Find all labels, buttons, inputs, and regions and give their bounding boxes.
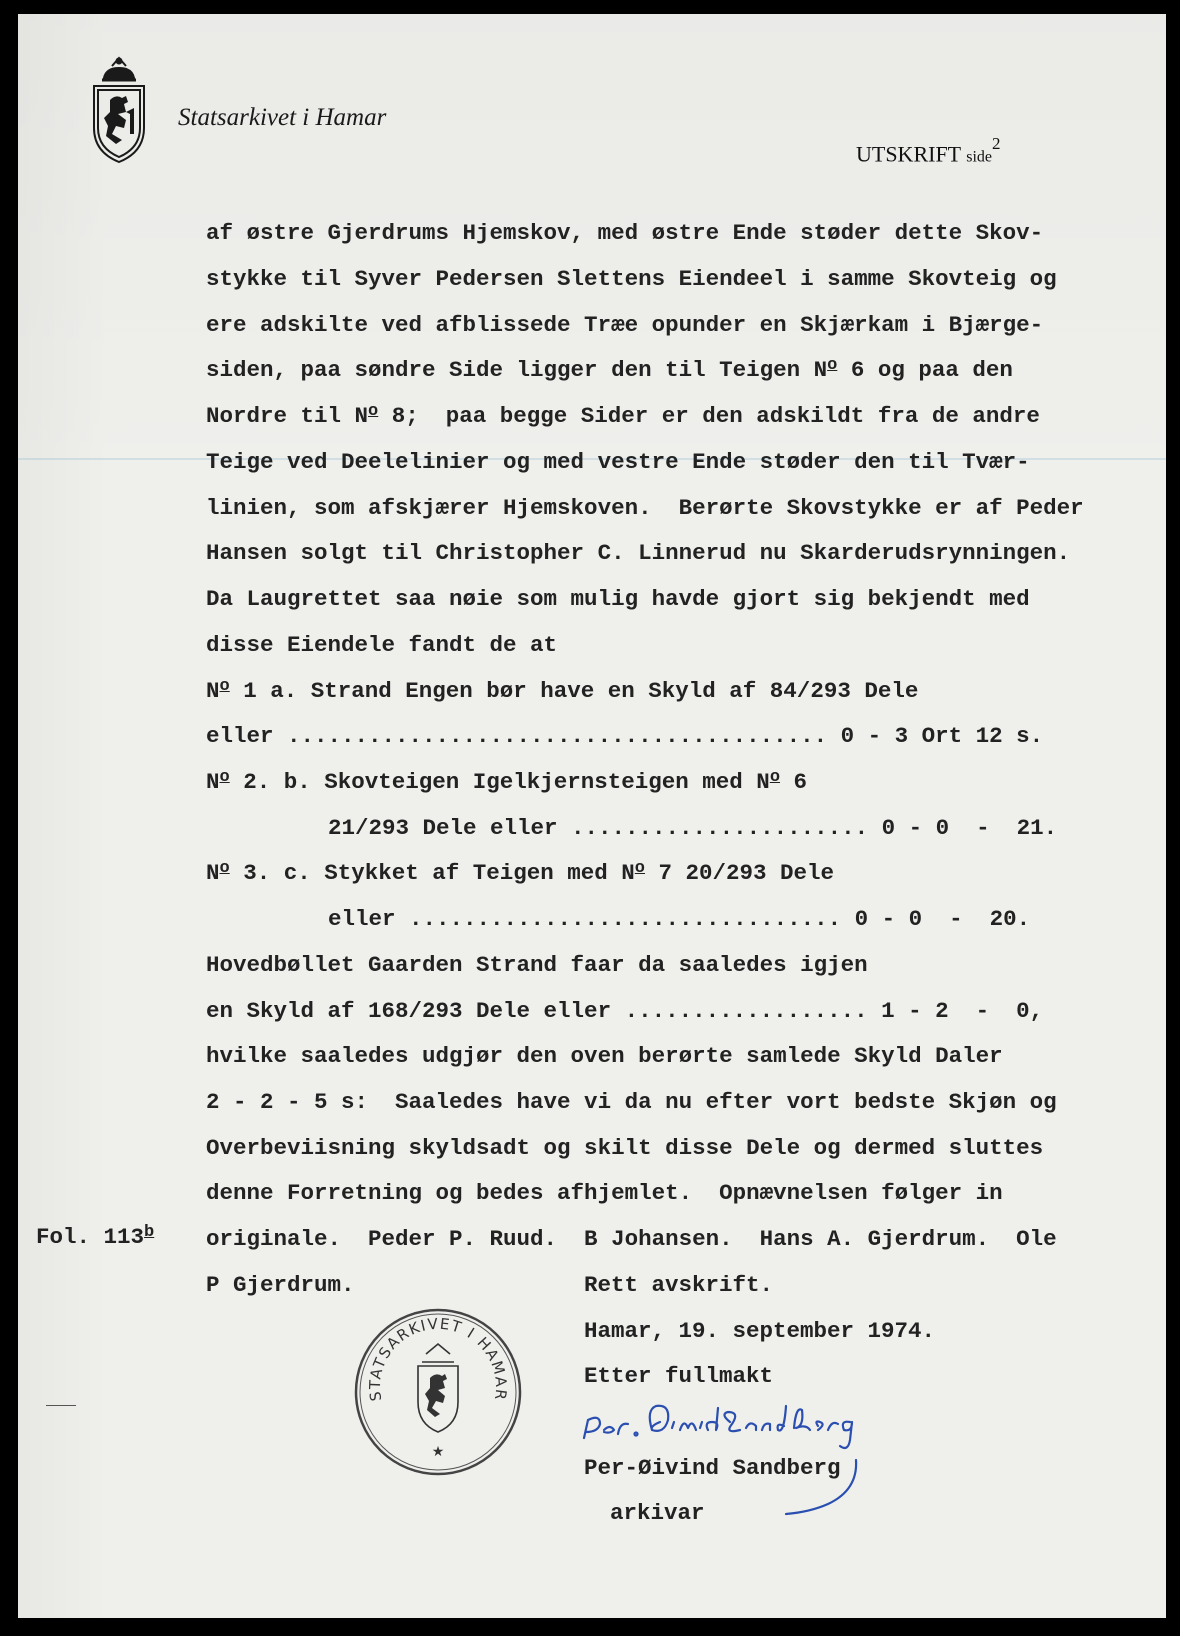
folio-reference: Fol. 113$^b$ (36, 1223, 155, 1250)
text-line: Teige ved Deelelinier og med vestre Ende støder den til Tvær- (206, 449, 1030, 475)
item-line: $N^o$ 1 a. Strand Engen bør have en Skyld af 84/293 Dele (206, 677, 919, 704)
text-line: linien, som afskjærer Hjemskoven. Berørte Skovstykke er af Peder (206, 495, 1084, 521)
page-number: 2 (992, 134, 1001, 153)
certification-authority: Etter fullmakt (584, 1363, 774, 1389)
text-line: denne Forretning og bedes afhjemlet. Opnævnelsen følger in (206, 1180, 1003, 1206)
text-line: siden, paa søndre Side ligger den til Teigen $N^o$ 6 og paa den (206, 356, 1013, 383)
item-line: $N^o$ 2. b. Skovteigen Igelkjernsteigen med $N^o$ 6 (206, 768, 808, 795)
text-line: Hansen solgt til Christopher C. Linnerud nu Skarderudsrynningen. (206, 540, 1071, 566)
text-line: en Skyld af 168/293 Dele eller .................. 1 - 2 - 0, (206, 998, 1044, 1024)
side-label: side (966, 148, 993, 166)
text-line: hvilke saaledes udgjør den oven berørte samlede Skyld Daler (206, 1043, 1003, 1069)
signatory-title: arkivar (610, 1500, 705, 1526)
signatory-name: Per-Øivind Sandberg (584, 1455, 841, 1481)
archive-name: Statsarkivet i Hamar (178, 104, 387, 131)
text-line: Nordre til $N^o$ 8; paa begge Sider er den adskildt fra de andre (206, 402, 1040, 429)
text-line: Overbeviisning skyldsadt og skilt disse Dele og dermed sluttes (206, 1135, 1044, 1161)
handwritten-signature (580, 1400, 876, 1516)
text-line: P Gjerdrum. (206, 1272, 355, 1298)
certification-date: Hamar, 19. september 1974. (584, 1318, 936, 1344)
item-line: eller ................................ 0 - 0 - 20. (328, 906, 1031, 932)
svg-text:★: ★ (431, 1444, 445, 1460)
text-line: Da Laugrettet saa nøie som mulig havde gjort sig bekjendt med (206, 586, 1030, 612)
text-line: 2 - 2 - 5 s: Saaledes have vi da nu efter vort bedste Skjøn og (206, 1089, 1057, 1115)
text-line: disse Eiendele fandt de at (206, 632, 558, 658)
item-line: $N^o$ 3. c. Stykket af Teigen med $N^o$ 7 20/293 Dele (206, 859, 835, 886)
item-line: 21/293 Dele eller ...................... 0 - 0 - 21. (328, 815, 1058, 841)
text-line: originale. Peder P. Ruud. B Johansen. Hans A. Gjerdrum. Ole (206, 1226, 1057, 1252)
text-line: Hovedbøllet Gaarden Strand faar da saaledes igjen (206, 952, 868, 978)
text-line: stykke til Syver Pedersen Slettens Eiendeel i samme Skovteig og (206, 266, 1057, 292)
utskrift-label: UTSKRIFT (856, 141, 961, 167)
text-line: ere adskilte ved afblissede Træe opunder en Skjærkam i Bjærge- (206, 312, 1044, 338)
item-line: eller ........................................ 0 - 3 Ort 12 s. (206, 723, 1044, 749)
certification-line: Rett avskrift. (584, 1272, 774, 1298)
archive-seal-stamp (352, 1306, 524, 1478)
svg-text:STATSARKIVET I HAMAR: STATSARKIVET I HAMAR (365, 1314, 511, 1403)
text-line: af østre Gjerdrums Hjemskov, med østre Ende støder dette Skov- (206, 220, 1044, 246)
